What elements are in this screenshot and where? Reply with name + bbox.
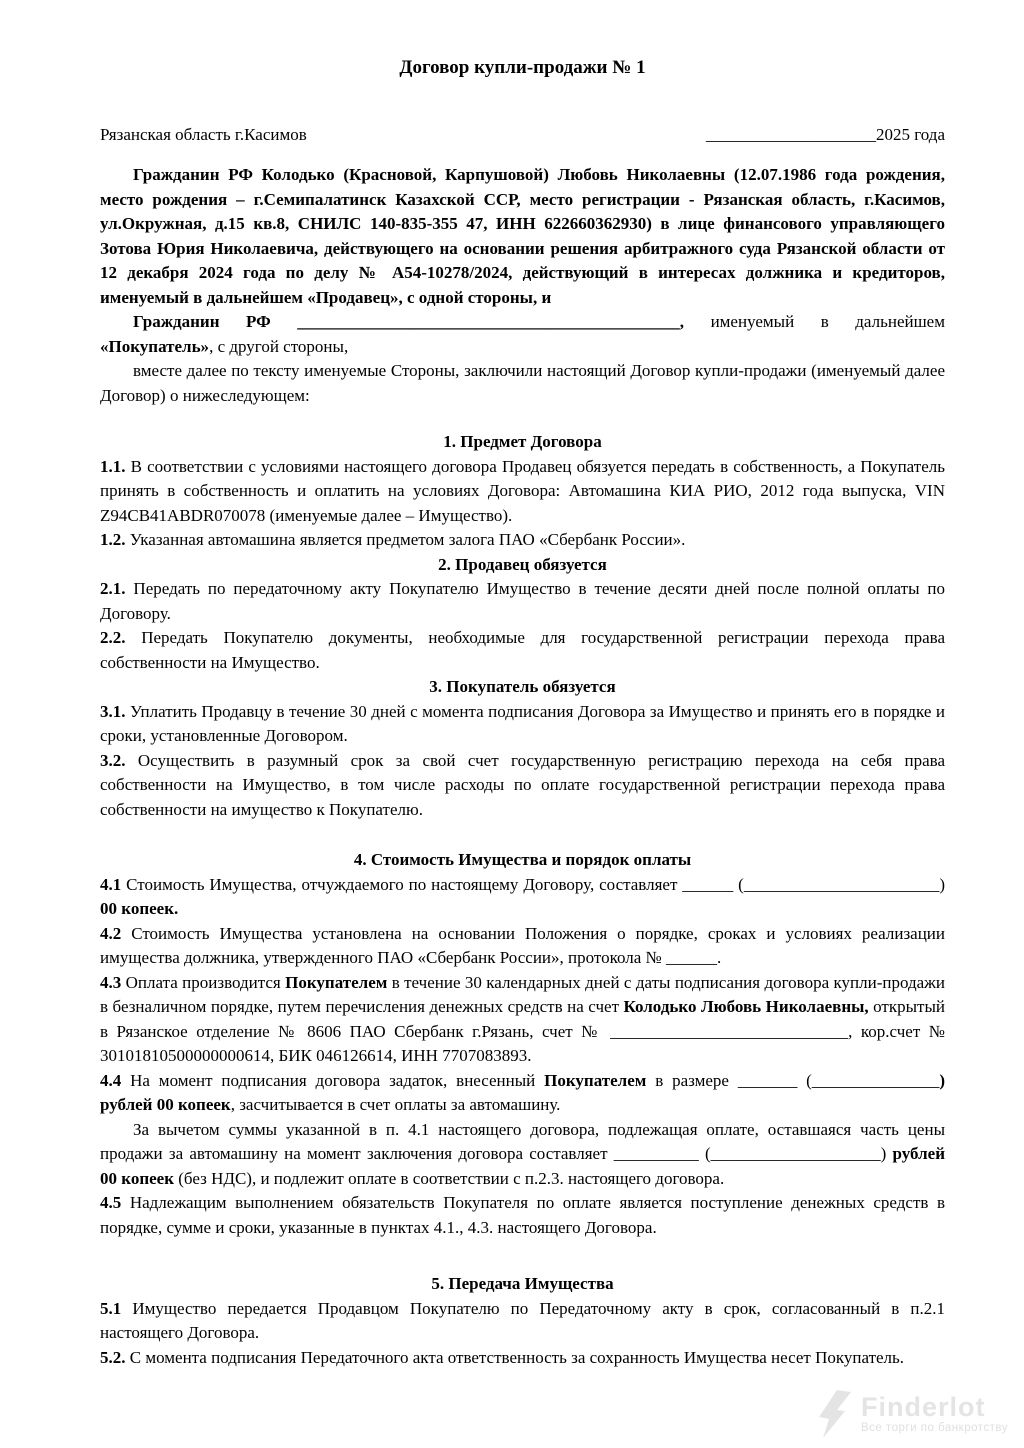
- place-label: Рязанская область г.Касимов: [100, 124, 307, 144]
- clause-text: На момент подписания договора задаток, внесенный: [130, 1070, 545, 1090]
- clause-5-2: [100, 1346, 945, 1371]
- clause-4-2: [100, 922, 945, 971]
- clause-number: 2.1.: [100, 579, 126, 598]
- finderlot-watermark: [815, 1388, 1008, 1440]
- buyer-paragraph: [100, 310, 945, 359]
- clause-number: 4.2: [100, 923, 122, 943]
- clause-text: Стоимость Имущества, отчуждаемого по настоящему Договору, составляет ______ (_______________________): [126, 874, 945, 894]
- clause-number: 4.5: [100, 1193, 122, 1212]
- date-blank-line: ____________________2025 года: [705, 124, 945, 144]
- section-3-heading: 3. Покупатель обязуется: [429, 677, 616, 696]
- clause-number: 2.2.: [100, 628, 126, 647]
- clause-text-bold: 00 копеек.: [100, 899, 179, 918]
- clause-text: За вычетом суммы указанной в п. 4.1 настоящего договора, подлежащая оплате, оставшаяся часть цены продажи за автомашину на момент заключения договора составляет __________ (____________________): [100, 1119, 945, 1163]
- clause-number: 3.1.: [100, 701, 126, 721]
- buyer-term: «Покупатель»: [100, 336, 210, 356]
- buyer-suffix: , с другой стороны,: [209, 336, 349, 356]
- spacer: [100, 1240, 945, 1272]
- place-date-row: [100, 123, 945, 148]
- clause-4-3: [100, 971, 945, 1069]
- clause-text: Стоимость Имущества установлена на основании Положения о порядке, сроках и условиях реализации имущества должника, утвержденного ПАО «Сбербанк России», протокола № ______.: [100, 923, 946, 967]
- clause-text: Имущество передается Продавцом Покупателю по Передаточному акту в срок, согласованный в п.2.1 настоящего Договора.: [100, 1298, 945, 1342]
- amount-bold: ) рублей 00 копеек: [100, 1070, 946, 1114]
- buyer-name-blank: _____________________________________________,: [297, 312, 685, 331]
- watermark-text: [861, 1393, 1008, 1435]
- clause-number: 3.2.: [100, 750, 126, 770]
- buyer-term-bold: Покупателем: [544, 1070, 647, 1090]
- clause-2-1: [100, 577, 945, 626]
- clause-text: Оплата производится: [125, 972, 286, 992]
- clause-text: Уплатить Продавцу в течение 30 дней с момента подписания Договора за Имущество и принять его в порядке и сроки, установленные Договором.: [100, 701, 945, 745]
- clause-4-1: [100, 873, 945, 922]
- clause-text: (без НДС), и подлежит оплате в соответствии с п.2.3. настоящего договора.: [174, 1168, 725, 1188]
- document-title: Договор купли-продажи № 1: [399, 57, 646, 78]
- buyer-term-bold: Покупателем: [285, 972, 388, 992]
- finderlot-ribbon-icon: [815, 1388, 853, 1440]
- watermark-brand: Finderlot: [861, 1392, 986, 1422]
- clause-number: 1.1.: [100, 456, 126, 476]
- clause-1-1: [100, 455, 945, 529]
- clause-text: в течение 30 календарных дней с даты подписания договора купли-продажи в безналичном порядке, путем перечисления денежных средств на счет: [100, 972, 946, 1016]
- clause-number: 5.2.: [100, 1347, 126, 1367]
- amount-bold: рублей 00 копеек: [100, 1144, 945, 1188]
- clause-text: Надлежащим выполнением обязательств Покупателя по оплате является поступление денежных средств в порядке, сумме и сроки, указанные в пунктах 4.1., 4.3. настоящего Договора.: [100, 1193, 945, 1237]
- clause-text: Передать Покупателю документы, необходимые для государственной регистрации перехода права собственности на Имущество.: [100, 628, 945, 672]
- parties-paragraph: вместе далее по тексту именуемые Стороны, заключили настоящий Договор купли-продажи (именуемый далее Договор) о нижеследующем:: [100, 361, 945, 405]
- watermark-tagline: Все торги по банкротству: [861, 1422, 1008, 1434]
- buyer-mid-text: именуемый в дальнейшем: [684, 312, 945, 331]
- deduction-paragraph: [100, 1118, 945, 1192]
- spacer: [100, 822, 945, 848]
- clause-text: Передать по передаточному акту Покупателю Имущество в течение десяти дней после полной оплаты по Договору.: [100, 579, 946, 623]
- clause-number: 4.3: [100, 972, 122, 992]
- seller-paragraph: Гражданин РФ Колодько (Красновой, Карпушовой) Любовь Николаевны (12.07.1986 года рождения, место рождения – г.Семипалатинск Казахской ССР, место регистрации - Рязанская область, г.Касимов, ул.Окружная, д.15 кв.8, СНИЛС 140-835-355 47, ИНН 622660362930) в лице финансового управляющего Зотова Юрия Николаевича, действующего на основании решения арбитражного суда Рязанской области от 12 декабря 2024 года по делу № А54-10278/2024, действующий в интересах должника и кредиторов, именуемый в дальнейшем «Продавец», с одной стороны, и: [100, 165, 945, 307]
- clause-number: 5.1: [100, 1298, 122, 1318]
- clause-number: 4.4: [100, 1070, 122, 1090]
- clause-text: В соответствии с условиями настоящего договора Продавец обязуется передать в собственность, а Покупатель принять в собственность и оплатить на условиях Договора: Автомашина КИА РИО, 2012 года выпуска, VIN Z94CB41ABDR070078 (именуемые далее – Имущество).: [100, 456, 945, 525]
- clause-text: Указанная автомашина является предметом залога ПАО «Сбербанк России».: [129, 530, 686, 549]
- clause-1-2: [100, 528, 945, 553]
- clause-text: , засчитывается в счет оплаты за автомашину.: [230, 1095, 561, 1114]
- clause-text: Осуществить в разумный срок за свой счет государственную регистрацию перехода на себя права собственности на Имущество, в том числе расходы по оплате государственной регистрации перехода права собственности на имущество к Покупателю.: [100, 750, 946, 819]
- section-4-heading: 4. Стоимость Имущества и порядок оплаты: [353, 850, 692, 869]
- clause-3-1: [100, 700, 945, 749]
- clause-text: в размере _______ (_______________: [646, 1070, 940, 1090]
- clause-2-2: [100, 626, 945, 675]
- clause-number: 1.2.: [100, 530, 126, 549]
- clause-3-2: [100, 749, 945, 823]
- section-2-heading: 2. Продавец обязуется: [438, 554, 607, 574]
- clause-text: открытый в Рязанское отделение № 8606 ПАО Сбербанк г.Рязань, счет № ____________________________, кор.счет № 30101810500000000614, БИК 046126614, ИНН 7707083893.: [100, 997, 945, 1065]
- buyer-prefix: Гражданин РФ: [133, 312, 298, 331]
- clause-number: 4.1: [100, 874, 122, 894]
- section-1-heading: 1. Предмет Договора: [443, 432, 602, 451]
- clause-4-5: [100, 1191, 945, 1240]
- clause-4-4: [100, 1069, 945, 1118]
- section-5-heading: 5. Передача Имущества: [431, 1274, 614, 1293]
- clause-text: С момента подписания Передаточного акта ответственность за сохранность Имущества несет Покупатель.: [129, 1347, 905, 1367]
- spacer: [100, 408, 945, 430]
- clause-5-1: [100, 1297, 945, 1346]
- seller-name-bold: Колодько Любовь Николаевны,: [623, 997, 869, 1016]
